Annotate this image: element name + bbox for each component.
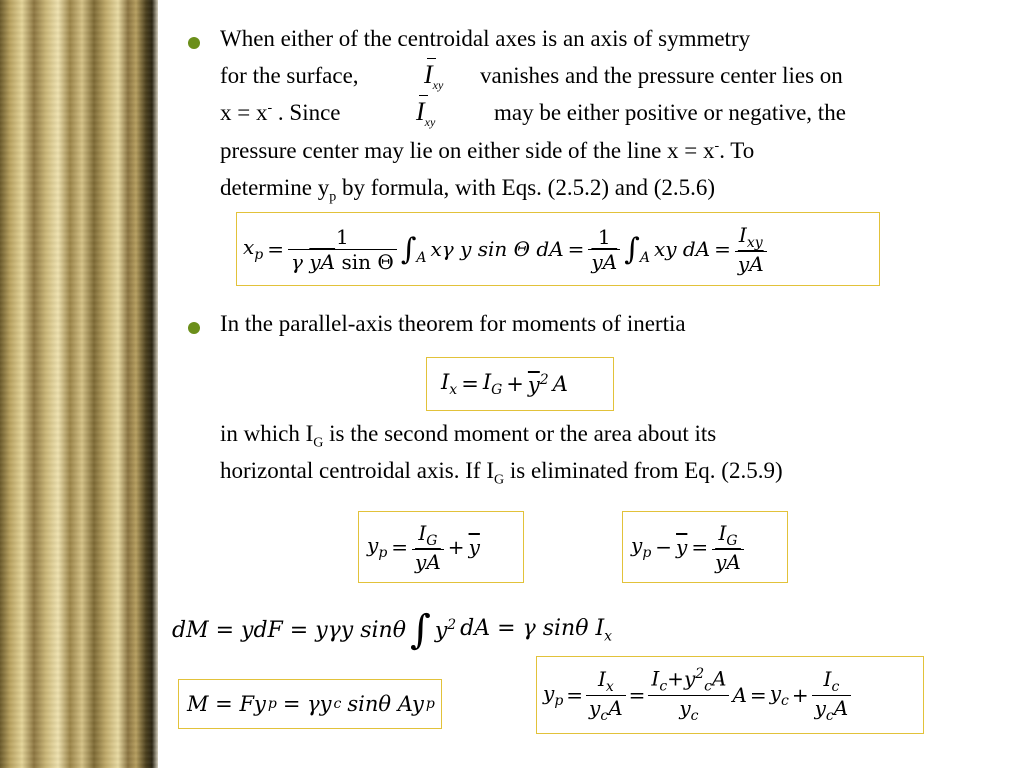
bullet1-line5: determine $y_p$ by formula, with Eqs. (2.5.2) and (2.5.6) [220, 175, 716, 205]
bullet-2-marker [188, 322, 200, 334]
bullet1-line1: When either of the centroidal axes is an axis of symmetry [220, 26, 751, 51]
bullet-1-marker [188, 37, 200, 49]
equation-parallel-axis: $I_x$ = $I_G$ + $\overline{y}^2$ A [426, 357, 614, 411]
ixy-symbol-1: $I_{xy}$ [424, 60, 444, 93]
equation-yp-1: $y_p$ = $\frac{I_G}{yA}$ + $\overline{y}$ [358, 511, 524, 583]
ixy-symbol-2: $I_{xy}$ [416, 97, 436, 130]
bullet2-line3: horizontal centroidal axis. If $I_G$ is eliminated from Eq. (2.5.9) [220, 458, 783, 488]
bullet1-line3: x = x- . Since [220, 100, 341, 125]
decorative-gold-border [0, 0, 158, 768]
equation-M: M = Fy p = γy c sinθ Ay p [178, 679, 442, 729]
bullet2-line2: in which $I_G$ is the second moment or the area about its [220, 421, 717, 451]
bullet1-line2-post: vanishes and the pressure center lies on [480, 63, 843, 88]
bullet2-line1: In the parallel-axis theorem for moments of inertia [220, 311, 686, 336]
equation-yp-2: $y_p$ − $\overline{y}$ = $\frac{I_G}{yA}$ [622, 511, 788, 583]
slide-content [158, 0, 1024, 768]
bullet1-line3-post: may be either positive or negative, the [494, 100, 846, 125]
bullet1-line4: pressure center may lie on either side of the line x = x-. To [220, 138, 755, 163]
equation-dM: dM = ydF = yγy sinθ ∫ $y^2$ dA = γ sinθ $I_x$ [172, 607, 613, 653]
equation-yp-3: $y_p$ = $\frac{I_x}{y_cA}$ = $\frac{I_c+y^2_cA}{y_c}$ A = $y_c$ + $\frac{I_c}{y_cA}$ [536, 656, 924, 734]
bullet1-line2: for the surface, [220, 63, 359, 88]
equation-xp: $x_p$ = $\frac{1}{\gamma \overline{yA} \sin \Theta}$ ∫ $_A$ xγ y sin Θ dA = $\frac{1}{yA}$ ∫ $_A$ xy dA = $\frac{I_{xy}}{yA}$ [236, 212, 880, 286]
